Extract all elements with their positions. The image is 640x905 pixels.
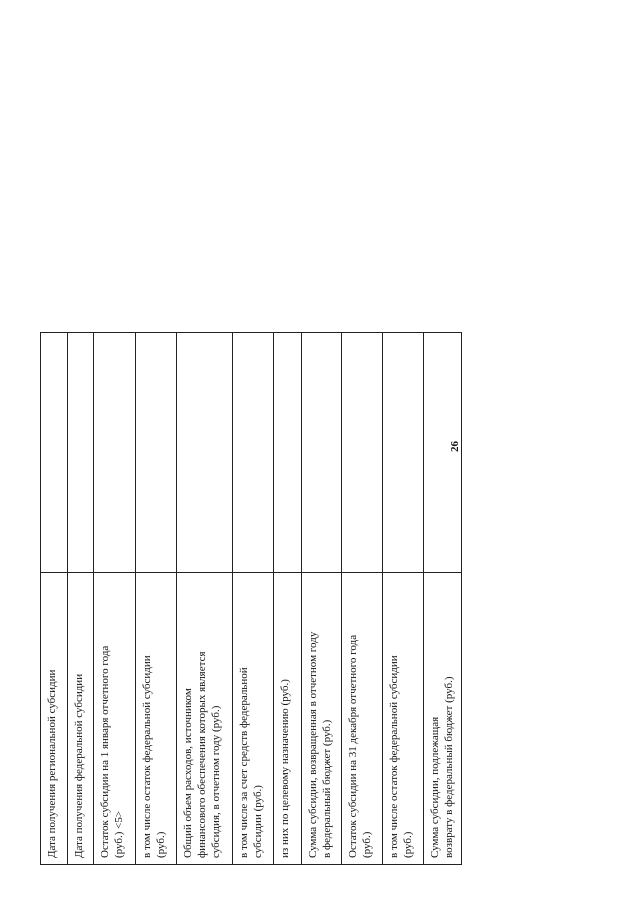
row-label-federal-balance-jan-1: в том числе остаток федеральной субсидии (руб.) (136, 572, 176, 864)
page-number: 26 (449, 441, 461, 452)
row-value-cell (233, 333, 273, 572)
row-label-total-expenses: Общий объем расходов, источником финансового обеспечения которых является субсидия, в отчетном году (руб.) (177, 572, 232, 864)
row-value-cell (41, 333, 67, 572)
row-label-regional-subsidy-date: Дата получения региональной субсидии (41, 572, 67, 864)
row-value-cell (94, 333, 135, 572)
row-value-cell (274, 333, 301, 572)
row-label-federal-funded-expenses: в том числе за счет средств федеральной субсидии (руб.) (233, 572, 273, 864)
row-label-balance-dec-31: Остаток субсидии на 31 декабря отчетного года (руб.) (342, 572, 382, 864)
subsidy-report-table (40, 332, 462, 865)
table-row (136, 333, 177, 864)
table-row (94, 333, 136, 864)
row-label-balance-jan-1: Остаток субсидии на 1 января отчетного года (руб.) <5> (94, 572, 135, 864)
table-row (68, 333, 94, 864)
row-value-cell (383, 333, 423, 572)
row-label-targeted-expenses: из них по целевому назначению (руб.) (274, 572, 301, 864)
row-value-cell (136, 333, 176, 572)
row-label-amount-to-return: Сумма субсидии, подлежащая возврату в федеральный бюджет (руб.) (424, 572, 461, 864)
row-label-federal-balance-dec-31: в том числе остаток федеральной субсидии (руб.) (383, 572, 423, 864)
table-row (233, 333, 274, 864)
table-row (41, 333, 68, 864)
row-label-federal-subsidy-date: Дата получения федеральной субсидии (68, 572, 93, 864)
row-value-cell (302, 333, 341, 572)
table-row (302, 333, 342, 864)
table-row (424, 333, 461, 864)
table-row (383, 333, 424, 864)
table-row (342, 333, 383, 864)
table-row (274, 333, 302, 864)
table-row (177, 333, 233, 864)
row-value-cell (342, 333, 382, 572)
row-value-cell (424, 333, 461, 572)
row-value-cell (68, 333, 93, 572)
row-value-cell (177, 333, 232, 572)
row-label-returned-to-budget: Сумма субсидии, возвращенная в отчетном году в федеральный бюджет (руб.) (302, 572, 341, 864)
